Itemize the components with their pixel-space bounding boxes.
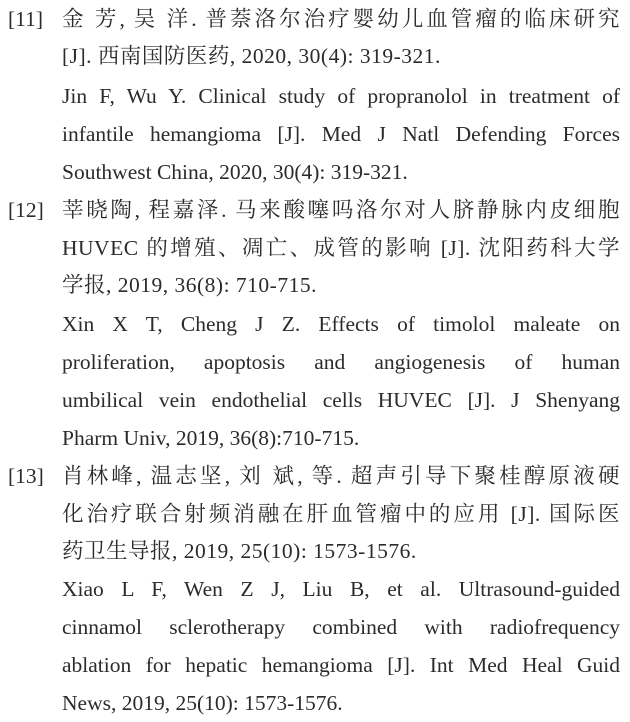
reference-number: [12] [8, 198, 44, 222]
reference-zh-line: [J]. 西南国防医药, 2020, 30(4): 319-321. [62, 44, 441, 68]
reference-en-line: Jin F, Wu Y. Clinical study of propranolol in treatment of [62, 84, 620, 108]
reference-zh-line: 化治疗联合射频消融在肝血管瘤中的应用 [J]. 国际医 [62, 502, 620, 526]
reference-zh-line: 肖林峰, 温志坚, 刘 斌, 等. 超声引导下聚桂醇原液硬 [62, 464, 620, 488]
reference-zh-line: 金 芳, 吴 洋. 普萘洛尔治疗婴幼儿血管瘤的临床研究 [62, 7, 620, 31]
reference-en-line: proliferation, apoptosis and angiogenesis of human [62, 350, 620, 374]
reference-en-line: News, 2019, 25(10): 1573-1576. [62, 691, 343, 715]
reference-en-line: infantile hemangioma [J]. Med J Natl Defending Forces [62, 122, 620, 146]
reference-zh-line: 学报, 2019, 36(8): 710-715. [62, 273, 317, 297]
reference-en-line: Xiao L F, Wen Z J, Liu B, et al. Ultrasound-guided [62, 577, 620, 601]
reference-en-line: ablation for hepatic hemangioma [J]. Int Med Heal Guid [62, 653, 620, 677]
reference-zh-line: HUVEC 的增殖、凋亡、成管的影响 [J]. 沈阳药科大学 [62, 236, 620, 260]
reference-zh-line: 药卫生导报, 2019, 25(10): 1573-1576. [62, 539, 417, 563]
reference-en-line: Xin X T, Cheng J Z. Effects of timolol maleate on [62, 312, 620, 336]
reference-en-line: cinnamol sclerotherapy combined with radiofrequency [62, 615, 620, 639]
reference-zh-line: 莘晓陶, 程嘉泽. 马来酸噻吗洛尔对人脐静脉内皮细胞 [62, 198, 620, 222]
reference-en-line: Pharm Univ, 2019, 36(8):710-715. [62, 426, 360, 450]
reference-en-line: umbilical vein endothelial cells HUVEC [J]. J Shenyang [62, 388, 620, 412]
reference-number: [11] [8, 7, 44, 31]
reference-en-line: Southwest China, 2020, 30(4): 319-321. [62, 160, 408, 184]
reference-number: [13] [8, 464, 44, 488]
